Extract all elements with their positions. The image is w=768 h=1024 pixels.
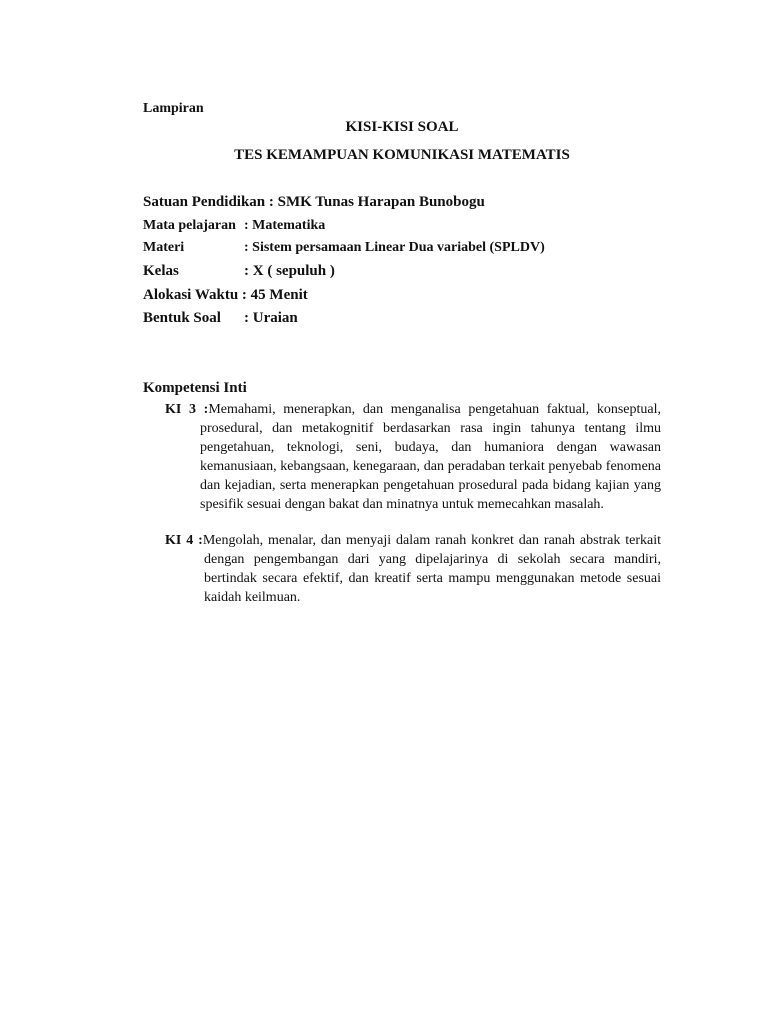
info-bentuk-soal (143, 310, 298, 327)
materi-value: : Sistem persamaan Linear Dua variabel (SPLDV) (244, 240, 545, 255)
info-kelas (143, 263, 335, 280)
ki3-line: prosedural, dan metakognitif berdasarkan rasa ingin tahunya tentang ilmu (200, 421, 661, 436)
bentuk-soal-value: : Uraian (244, 310, 298, 326)
info-materi (143, 240, 545, 256)
ki3-line-text: Memahami, menerapkan, dan menganalisa pengetahuan faktual, konseptual, (208, 402, 661, 417)
kelas-label: Kelas (143, 263, 179, 279)
info-alokasi-waktu (143, 287, 308, 304)
document-subtitle: TES KEMAMPUAN KOMUNIKASI MATEMATIS (234, 147, 570, 163)
ki4-paragraph (165, 531, 661, 607)
document-title: KISI-KISI SOAL (345, 119, 459, 135)
materi-label: Materi (143, 240, 185, 255)
satuan-pendidikan-text: Satuan Pendidikan : SMK Tunas Harapan Bunobogu (143, 194, 485, 210)
ki4-code: KI 4 : (165, 533, 203, 548)
ki3-line: pengetahuan, teknologi, seni, budaya, dan humaniora dengan wawasan (200, 440, 661, 455)
ki4-line: dengan pengembangan dari yang dipelajarinya di sekolah secara mandiri, (204, 552, 661, 567)
kompetensi-inti-heading: Kompetensi Inti (143, 380, 247, 396)
kelas-value: : X ( sepuluh ) (244, 263, 335, 279)
alokasi-waktu-text: Alokasi Waktu : 45 Menit (143, 287, 308, 303)
bentuk-soal-label: Bentuk Soal (143, 310, 221, 326)
ki4-line-text: Mengolah, menalar, dan menyaji dalam ranah konkret dan ranah abstrak terkait (202, 533, 662, 548)
ki4-line: kaidah keilmuan. (204, 590, 301, 605)
ki3-line: kemanusiaan, kebangsaan, kenegaraan, dan peradaban terkait penyebab fenomena (200, 459, 661, 474)
ki3-line: spesifik sesuai dengan bakat dan minatnya untuk memecahkan masalah. (200, 497, 604, 512)
ki4-line: bertindak secara efektif, dan kreatif serta mampu menggunakan metode sesuai (204, 571, 661, 586)
info-satuan-pendidikan (143, 194, 485, 211)
info-mata-pelajaran (143, 218, 325, 234)
mata-pelajaran-value: : Matematika (244, 218, 326, 233)
ki3-line (165, 400, 661, 419)
lampiran-label: Lampiran (143, 101, 204, 116)
ki4-line (165, 531, 661, 550)
mata-pelajaran-label: Mata pelajaran (143, 218, 236, 233)
ki3-code: KI 3 : (165, 402, 209, 417)
ki3-paragraph (165, 400, 661, 514)
ki3-line: dan kejadian, serta menerapkan pengetahuan prosedural pada bidang kajian yang (200, 478, 661, 493)
